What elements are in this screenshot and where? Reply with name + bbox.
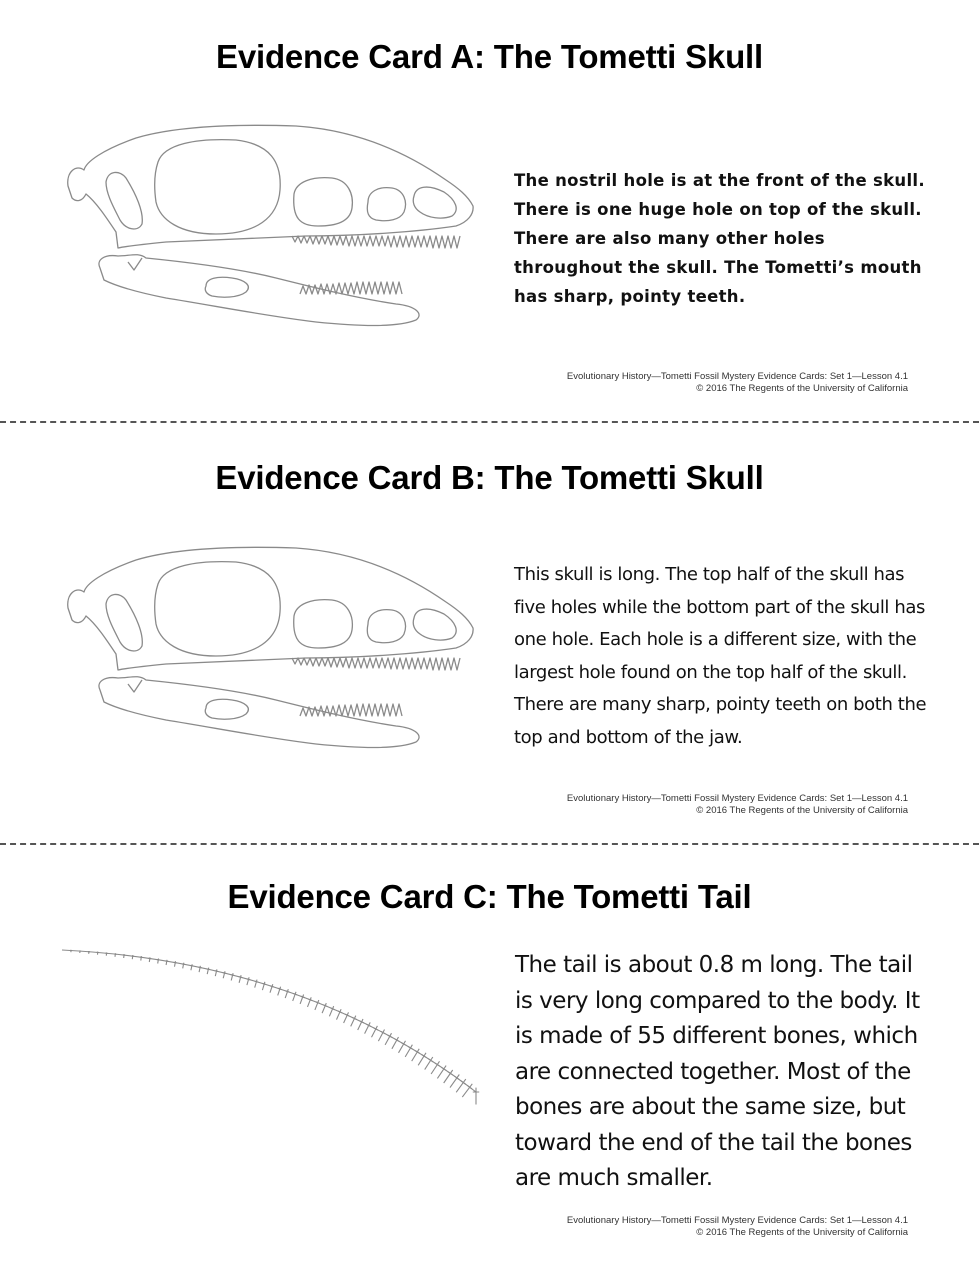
tail-vertebra — [148, 957, 151, 962]
footer-copyright: © 2016 The Regents of the University of California — [696, 383, 908, 394]
tail-vertebra — [190, 964, 193, 970]
tail-vertebra — [174, 961, 177, 967]
tail-vertebra — [444, 1070, 453, 1083]
card-description: The tail is about 0.8 m long. The tail is very long compared to the body. It is made of 55 different bones, which are connected together. Most of the bones are about the same size, but toward the end of the tail the bones are much smaller. — [515, 952, 920, 1191]
tail-vertebra — [392, 1037, 399, 1049]
tail-vertebra — [255, 980, 259, 988]
tail-vertebra — [418, 1053, 426, 1066]
tail-vertebra — [431, 1061, 440, 1074]
footer-series: Evolutionary History—Tometti Fossil Mystery Evidence Cards: Set 1—Lesson 4.1 — [566, 793, 908, 804]
tail-vertebra — [405, 1045, 413, 1057]
tail-vertebra — [270, 984, 274, 993]
tail-vertebra — [88, 951, 90, 954]
tail-vertebra — [462, 1084, 472, 1097]
tail-vertebra — [114, 953, 116, 957]
tail-vertebra — [247, 977, 251, 985]
tail-vertebra — [157, 959, 160, 964]
skull-drawing — [56, 122, 476, 332]
tail-vertebra — [231, 973, 235, 980]
tail-vertebra — [278, 987, 282, 996]
tail-vertebra — [285, 989, 289, 998]
card-title: Evidence Card A: The Tometti Skull — [216, 38, 763, 75]
tail-vertebra — [456, 1079, 466, 1092]
cut-line — [0, 843, 979, 845]
card-title: Evidence Card C: The Tometti Tail — [227, 878, 752, 915]
tail-vertebra — [425, 1057, 433, 1070]
footer-series: Evolutionary History—Tometti Fossil Mystery Evidence Cards: Set 1—Lesson 4.1 — [566, 1215, 908, 1226]
footer-series: Evolutionary History—Tometti Fossil Mystery Evidence Cards: Set 1—Lesson 4.1 — [566, 371, 908, 382]
tail-vertebra — [399, 1041, 407, 1053]
tail-vertebra — [140, 956, 143, 961]
tail-vertebra — [262, 982, 266, 990]
card-footer — [567, 793, 908, 817]
skull-drawing — [56, 544, 476, 754]
tail-vertebra — [207, 968, 210, 975]
card-description: This skull is long. The top half of the skull has five holes while the bottom part of the skull has one hole. Each hole is a different size, with the largest hole found on the top half of the skull. There are many sharp, pointy teeth on both the top and bottom of the jaw. — [514, 564, 927, 748]
card-footer — [567, 1215, 908, 1239]
evidence-card-a — [0, 0, 979, 422]
tail-vertebra — [223, 971, 227, 978]
tail-vertebra — [182, 963, 185, 969]
footer-copyright: © 2016 The Regents of the University of California — [696, 805, 908, 816]
tail-skeleton-drawing — [56, 942, 496, 1152]
tail-vertebra — [293, 992, 298, 1001]
card-footer — [567, 371, 908, 395]
card-description: The nostril hole is at the front of the skull. There is one huge hole on top of the skull. There are also many other holes throughout the skull. The Tometti’s mouth has sharp, pointy teeth. — [514, 171, 925, 306]
footer-copyright: © 2016 The Regents of the University of California — [696, 1227, 908, 1238]
evidence-card-c — [0, 846, 979, 1266]
tail-vertebra — [165, 960, 168, 965]
evidence-card-b — [0, 424, 979, 844]
tail-vertebra — [450, 1075, 459, 1088]
tail-vertebra — [131, 955, 134, 959]
tail-vertebra — [385, 1033, 392, 1045]
tail-vertebra — [215, 969, 218, 976]
tail-vertebra — [123, 954, 126, 958]
cut-line — [0, 421, 979, 423]
tail-vertebra — [412, 1049, 420, 1061]
card-title: Evidence Card B: The Tometti Skull — [215, 459, 764, 496]
tail-vertebra — [437, 1066, 446, 1079]
tail-spine — [62, 950, 476, 1092]
tail-vertebra — [199, 966, 202, 972]
tail-vertebra — [239, 975, 243, 983]
tail-vertebra — [97, 952, 99, 955]
tail-vertebra — [79, 950, 81, 953]
tail-vertebra — [105, 952, 107, 955]
